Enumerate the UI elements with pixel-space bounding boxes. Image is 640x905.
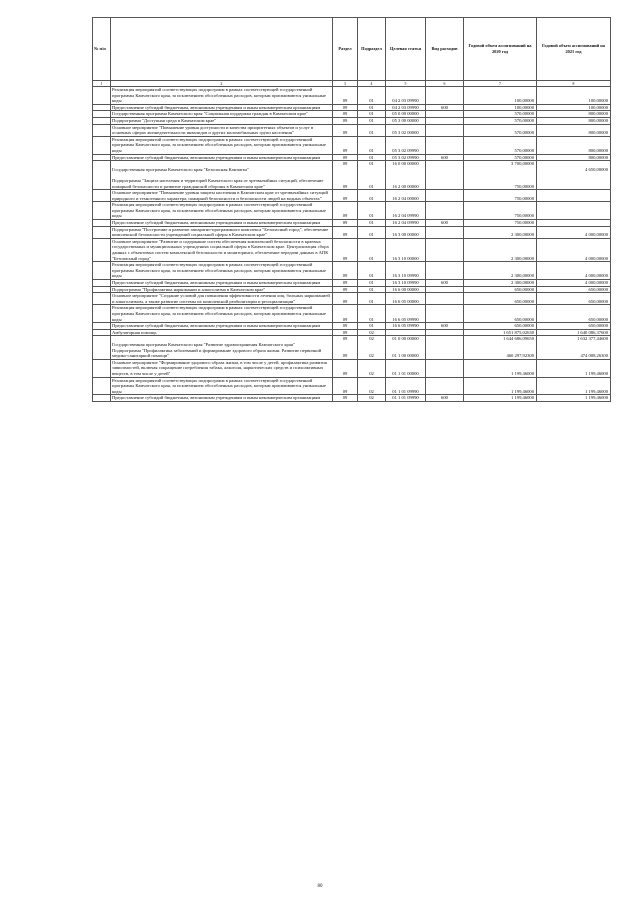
- cell-vol2021: 4 000,00000: [537, 238, 611, 261]
- cell-vol2020: 2 300,00000: [464, 226, 537, 238]
- cell-subsection: 01: [358, 104, 386, 111]
- cell-target: 16 3 00 00000: [386, 226, 426, 238]
- cell-num: [93, 359, 111, 377]
- cell-exp-type: [426, 359, 464, 377]
- cell-vol2021: 1 632 377,44600 474 008,26300: [537, 336, 611, 359]
- table-row: [93, 154, 611, 161]
- cell-target: 04 2 03 09990: [386, 104, 426, 111]
- header-exp-type: Вид расходов: [426, 18, 464, 81]
- cell-num: [93, 323, 111, 330]
- cell-name: Подпрограмма "Профилактика наркомании и алкоголизма в Камчатском крае": [111, 286, 333, 293]
- cell-exp-type: [426, 238, 464, 261]
- cell-vol2020: 750,00000: [464, 202, 537, 220]
- cell-name: Реализация мероприятий соответствующих подпрограмм в рамках соответствующей государственной программы Камчатского края, за исключением обособленных расходов, которым присваиваются уникальные коды: [111, 262, 333, 280]
- header-subsection: Подраздел: [358, 18, 386, 81]
- header-name: [111, 18, 333, 81]
- cell-name: Предоставление субсидий бюджетным, автономным учреждениям и иным некоммерческим организациям: [111, 395, 333, 402]
- column-number-cell: 6: [426, 81, 464, 87]
- cell-exp-type: [426, 111, 464, 118]
- cell-exp-type: [426, 124, 464, 136]
- cell-vol2021: 650,00000: [537, 286, 611, 293]
- column-number-cell: 5: [386, 81, 426, 87]
- cell-exp-type: 600: [426, 395, 464, 402]
- table-row: [93, 377, 611, 395]
- cell-section: 09: [333, 87, 358, 105]
- cell-name: Основное мероприятие "Формирование здорового образа жизни, в том числе у детей, профилактика развития зависимостей, включая сокращение потребления табака, алкоголя, наркотических средств и психоактивных веществ, в том числе у детей": [111, 359, 333, 377]
- cell-vol2021: 4 650,00000: [537, 161, 611, 190]
- table-row: [93, 336, 611, 359]
- cell-subsection: 01: [358, 323, 386, 330]
- cell-target: 01 1 01 00000: [386, 359, 426, 377]
- cell-section: 09: [333, 111, 358, 118]
- cell-vol2021: 4 000,00000: [537, 226, 611, 238]
- header-section: Раздел: [333, 18, 358, 81]
- cell-name: Реализация мероприятий соответствующих подпрограмм в рамках соответствующей государственной программы Камчатского края, за исключением обособленных расходов, которым присваиваются уникальные коды: [111, 87, 333, 105]
- cell-exp-type: [426, 87, 464, 105]
- cell-exp-type: [426, 262, 464, 280]
- cell-name: Подпрограмма "Построение и развитие аппаратно-программного комплекса "Безопасный город", обеспечение комплексной безопасности учреждений социальной сферы в Камчатском крае": [111, 226, 333, 238]
- cell-exp-type: [426, 136, 464, 154]
- cell-vol2020: 2 300,00000: [464, 280, 537, 287]
- cell-subsection: 01: [358, 136, 386, 154]
- cell-subsection: 01 01: [358, 161, 386, 190]
- cell-section: 09: [333, 202, 358, 220]
- cell-num: [93, 226, 111, 238]
- cell-vol2021: 800,00000: [537, 136, 611, 154]
- cell-vol2020: 3 700,00000 750,00000: [464, 161, 537, 190]
- cell-target: 01 1 01 09990: [386, 377, 426, 395]
- table-row: [93, 136, 611, 154]
- table-row: [93, 305, 611, 323]
- budget-table-sheet: [92, 17, 610, 402]
- column-number-cell: 1: [93, 81, 111, 87]
- cell-section: 09: [333, 293, 358, 305]
- cell-vol2021: 1 199,46000: [537, 359, 611, 377]
- cell-vol2020: 1 651 875,02630: [464, 329, 537, 336]
- cell-target: 16 6 05 00000: [386, 293, 426, 305]
- cell-vol2020: 650,00000: [464, 286, 537, 293]
- cell-vol2020: 2 300,00000: [464, 262, 537, 280]
- cell-target: 16 3 10 09990: [386, 262, 426, 280]
- cell-section: 09: [333, 359, 358, 377]
- header-vol2020: Годовой объем ассигнований на 2020 год: [464, 18, 537, 81]
- cell-subsection: 02 02: [358, 336, 386, 359]
- cell-target: 16 3 10 09990: [386, 280, 426, 287]
- cell-exp-type: [426, 226, 464, 238]
- table-row: [93, 161, 611, 190]
- cell-subsection: 02: [358, 329, 386, 336]
- cell-vol2020: 570,00000: [464, 117, 537, 124]
- cell-target: 16 2 04 00000: [386, 190, 426, 202]
- cell-target: 16 6 05 09990: [386, 305, 426, 323]
- cell-vol2021: 4 000,00000: [537, 262, 611, 280]
- cell-num: [93, 293, 111, 305]
- table-row: [93, 280, 611, 287]
- column-number-cell: 7: [464, 81, 537, 87]
- cell-name: Амбулаторная помощь: [111, 329, 333, 336]
- cell-exp-type: [426, 305, 464, 323]
- cell-target: 05 3 02 09990: [386, 154, 426, 161]
- cell-target: 04 2 03 09990: [386, 87, 426, 105]
- cell-target: 16 6 00 00000: [386, 286, 426, 293]
- cell-target: 16 6 05 09990: [386, 323, 426, 330]
- cell-subsection: 01: [358, 280, 386, 287]
- cell-subsection: 01: [358, 124, 386, 136]
- cell-name: Реализация мероприятий соответствующих подпрограмм в рамках соответствующей государственной программы Камчатского края, за исключением обособленных расходов, которым присваиваются уникальные коды: [111, 202, 333, 220]
- cell-num: [93, 377, 111, 395]
- cell-vol2021: 800,00000: [537, 117, 611, 124]
- table-row: [93, 262, 611, 280]
- cell-subsection: 01: [358, 190, 386, 202]
- cell-exp-type: [426, 329, 464, 336]
- cell-vol2021: 100,00000: [537, 87, 611, 105]
- cell-num: [93, 136, 111, 154]
- cell-num: [93, 395, 111, 402]
- cell-vol2021: [537, 190, 611, 202]
- cell-vol2020: 2 300,00000: [464, 238, 537, 261]
- cell-vol2021: [537, 202, 611, 220]
- cell-section: 09 09: [333, 161, 358, 190]
- cell-num: [93, 280, 111, 287]
- header-vol2021: Годовой объем ассигнований на 2021 год: [537, 18, 611, 81]
- cell-section: 09: [333, 190, 358, 202]
- cell-vol2020: 570,00000: [464, 136, 537, 154]
- cell-name: Государственная программа Камчатского края "Социальная поддержка граждан в Камчатском крае": [111, 111, 333, 118]
- cell-vol2020: 100,00000: [464, 87, 537, 105]
- table-row: [93, 395, 611, 402]
- cell-vol2020: 650,00000: [464, 323, 537, 330]
- cell-num: [93, 286, 111, 293]
- cell-section: 09 09: [333, 336, 358, 359]
- cell-vol2021: 1 199,46000: [537, 377, 611, 395]
- cell-num: [93, 202, 111, 220]
- cell-exp-type: [426, 117, 464, 124]
- table-body: [93, 87, 611, 402]
- cell-section: 09: [333, 323, 358, 330]
- cell-subsection: 01: [358, 305, 386, 323]
- cell-num: [93, 329, 111, 336]
- table-row: [93, 87, 611, 105]
- cell-target: [386, 329, 426, 336]
- cell-subsection: 01: [358, 226, 386, 238]
- cell-num: [93, 161, 111, 190]
- cell-name: Предоставление субсидий бюджетным, автономным учреждениям и иным некоммерческим организациям: [111, 104, 333, 111]
- table-row: [93, 104, 611, 111]
- cell-num: [93, 117, 111, 124]
- cell-subsection: 02: [358, 359, 386, 377]
- cell-target: 05 3 00 00000: [386, 117, 426, 124]
- cell-exp-type: 600: [426, 280, 464, 287]
- page-number: 80: [317, 884, 323, 889]
- cell-vol2020: 1 199,46000: [464, 359, 537, 377]
- cell-name: Подпрограмма "Доступная среда в Камчатском крае": [111, 117, 333, 124]
- cell-num: [93, 111, 111, 118]
- cell-name: Государственная программа Камчатского края "Безопасная Камчатка" Подпрограмма "Защита населения и территорий Камчатского края от чрезвычайных ситуаций, обеспечение пожарной безопасности и развитие гражданской обороны в Камчатском крае": [111, 161, 333, 190]
- cell-num: [93, 154, 111, 161]
- table-row: [93, 220, 611, 227]
- table-row: [93, 329, 611, 336]
- cell-vol2020: 1 199,46000: [464, 395, 537, 402]
- table-row: [93, 111, 611, 118]
- cell-num: [93, 238, 111, 261]
- cell-name: Реализация мероприятий соответствующих подпрограмм в рамках соответствующей государственной программы Камчатского края, за исключением обособленных расходов, которым присваиваются уникальные коды: [111, 305, 333, 323]
- table-row: [93, 202, 611, 220]
- cell-target: 01 1 01 09990: [386, 395, 426, 402]
- cell-section: 09: [333, 377, 358, 395]
- cell-num: [93, 262, 111, 280]
- cell-subsection: 02: [358, 395, 386, 402]
- cell-section: 09: [333, 136, 358, 154]
- cell-exp-type: [426, 377, 464, 395]
- table-row: [93, 286, 611, 293]
- column-number-cell: 8: [537, 81, 611, 87]
- cell-num: [93, 124, 111, 136]
- cell-vol2020: 650,00000: [464, 305, 537, 323]
- cell-section: 09: [333, 286, 358, 293]
- cell-name: Основное мероприятие "Повышение уровня защиты населения в Камчатском крае от чрезвычайных ситуаций природного и техногенного характера, пожарной безопасности и безопасности людей на водных объектах": [111, 190, 333, 202]
- cell-name: Предоставление субсидий бюджетным, автономным учреждениям и иным некоммерческим организациям: [111, 220, 333, 227]
- header-row: [93, 18, 611, 81]
- cell-name: Основное мероприятие "Создание условий для повышения эффективности лечения лиц, больных наркоманией и алкоголизмом, а также развитие системы их комплексной реабилитации и ресоциализации": [111, 293, 333, 305]
- budget-table: [92, 17, 611, 402]
- cell-vol2020: 100,00000: [464, 104, 537, 111]
- cell-name: Реализация мероприятий соответствующих подпрограмм в рамках соответствующей государственной программы Камчатского края, за исключением обособленных расходов, которым присваиваются уникальные коды: [111, 136, 333, 154]
- cell-section: 09: [333, 117, 358, 124]
- cell-name: Основное мероприятие "Развитие и содержание систем обеспечения комплексной безопасности в краевых государственных и муниципальных учреждениях социальной сферы в Камчатском крае. Централизация сбора данных с объектовых систем комплексной безопасности и мониторинга, обеспечение передачи данных в АПК "Безопасный город": [111, 238, 333, 261]
- table-row: [93, 238, 611, 261]
- cell-exp-type: 600: [426, 323, 464, 330]
- cell-section: 09: [333, 305, 358, 323]
- cell-name: Предоставление субсидий бюджетным, автономным учреждениям и иным некоммерческим организациям: [111, 154, 333, 161]
- cell-vol2020: 650,00000: [464, 293, 537, 305]
- cell-vol2021: [537, 220, 611, 227]
- cell-exp-type: 600: [426, 154, 464, 161]
- table-row: [93, 293, 611, 305]
- cell-name: Государственная программа Камчатского края "Развитие здравоохранения Камчатского края" Подпрограмма "Профилактика заболеваний и формирование здорового образа жизни. Развитие первичной медико-санитарной помощи": [111, 336, 333, 359]
- cell-vol2021: 800,00000: [537, 124, 611, 136]
- cell-num: [93, 220, 111, 227]
- cell-name: Предоставление субсидий бюджетным, автономным учреждениям и иным некоммерческим организациям: [111, 280, 333, 287]
- column-number-cell: 4: [358, 81, 386, 87]
- cell-subsection: 01: [358, 87, 386, 105]
- cell-vol2021: 1 199,46000: [537, 395, 611, 402]
- table-row: [93, 323, 611, 330]
- cell-subsection: 01: [358, 111, 386, 118]
- cell-exp-type: [426, 293, 464, 305]
- table-row: [93, 190, 611, 202]
- cell-subsection: 01: [358, 202, 386, 220]
- cell-section: 09: [333, 262, 358, 280]
- cell-num: [93, 104, 111, 111]
- cell-exp-type: [426, 161, 464, 190]
- cell-section: 09: [333, 124, 358, 136]
- cell-subsection: 01: [358, 117, 386, 124]
- cell-target: 16 0 00 00000 16 2 00 00000: [386, 161, 426, 190]
- cell-subsection: 01: [358, 262, 386, 280]
- cell-exp-type: [426, 286, 464, 293]
- cell-vol2020: 1 644 686,09650 460 297,92300: [464, 336, 537, 359]
- cell-section: 09: [333, 280, 358, 287]
- cell-section: 09: [333, 226, 358, 238]
- cell-vol2020: 750,00000: [464, 220, 537, 227]
- table-row: [93, 117, 611, 124]
- cell-section: 09: [333, 220, 358, 227]
- cell-vol2020: 1 199,46000: [464, 377, 537, 395]
- cell-section: 09: [333, 154, 358, 161]
- cell-target: 05 0 00 00000: [386, 111, 426, 118]
- header-num: № п/п: [93, 18, 111, 81]
- cell-vol2021: 650,00000: [537, 323, 611, 330]
- cell-vol2020: 570,00000: [464, 154, 537, 161]
- cell-name: Предоставление субсидий бюджетным, автономным учреждениям и иным некоммерческим организациям: [111, 323, 333, 330]
- cell-vol2020: 570,00000: [464, 111, 537, 118]
- cell-exp-type: 600: [426, 104, 464, 111]
- cell-subsection: 01: [358, 220, 386, 227]
- cell-exp-type: [426, 202, 464, 220]
- cell-target: 16 3 10 00000: [386, 238, 426, 261]
- cell-vol2021: 4 000,00000: [537, 280, 611, 287]
- cell-vol2021: 800,00000: [537, 111, 611, 118]
- cell-num: [93, 305, 111, 323]
- cell-vol2020: 570,00000: [464, 124, 537, 136]
- cell-vol2020: 750,00000: [464, 190, 537, 202]
- cell-target: 05 3 02 09990: [386, 136, 426, 154]
- cell-subsection: 01: [358, 154, 386, 161]
- cell-exp-type: [426, 336, 464, 359]
- cell-target: 16 2 04 09990: [386, 202, 426, 220]
- cell-vol2021: 1 640 086,37600: [537, 329, 611, 336]
- column-number-cell: 3: [333, 81, 358, 87]
- cell-vol2021: 650,00000: [537, 305, 611, 323]
- cell-name: Основное мероприятие "Повышение уровня доступности и качества приоритетных объектов и услуг в основных сферах жизнедеятельности инвалидов и других маломобильных групп населения": [111, 124, 333, 136]
- table-row: [93, 124, 611, 136]
- cell-exp-type: [426, 190, 464, 202]
- cell-vol2021: 800,00000: [537, 154, 611, 161]
- header-target: Целевая статья: [386, 18, 426, 81]
- cell-section: 09: [333, 329, 358, 336]
- cell-subsection: 02: [358, 377, 386, 395]
- column-number-cell: 2: [111, 81, 333, 87]
- cell-subsection: 01: [358, 293, 386, 305]
- cell-target: 05 3 02 00000: [386, 124, 426, 136]
- cell-vol2021: 650,00000: [537, 293, 611, 305]
- cell-num: [93, 336, 111, 359]
- table-row: [93, 226, 611, 238]
- cell-target: 01 0 00 00000 01 1 00 00000: [386, 336, 426, 359]
- cell-target: 16 2 04 09990: [386, 220, 426, 227]
- cell-num: [93, 87, 111, 105]
- cell-exp-type: 600: [426, 220, 464, 227]
- cell-section: 09: [333, 395, 358, 402]
- cell-name: Реализация мероприятий соответствующих подпрограмм в рамках соответствующей государственной программы Камчатского края, за исключением обособленных расходов, которым присваиваются уникальные коды: [111, 377, 333, 395]
- cell-section: 09: [333, 104, 358, 111]
- cell-subsection: 01: [358, 238, 386, 261]
- cell-section: 09: [333, 238, 358, 261]
- cell-vol2021: 100,00000: [537, 104, 611, 111]
- cell-num: [93, 190, 111, 202]
- table-row: [93, 359, 611, 377]
- cell-subsection: 01: [358, 286, 386, 293]
